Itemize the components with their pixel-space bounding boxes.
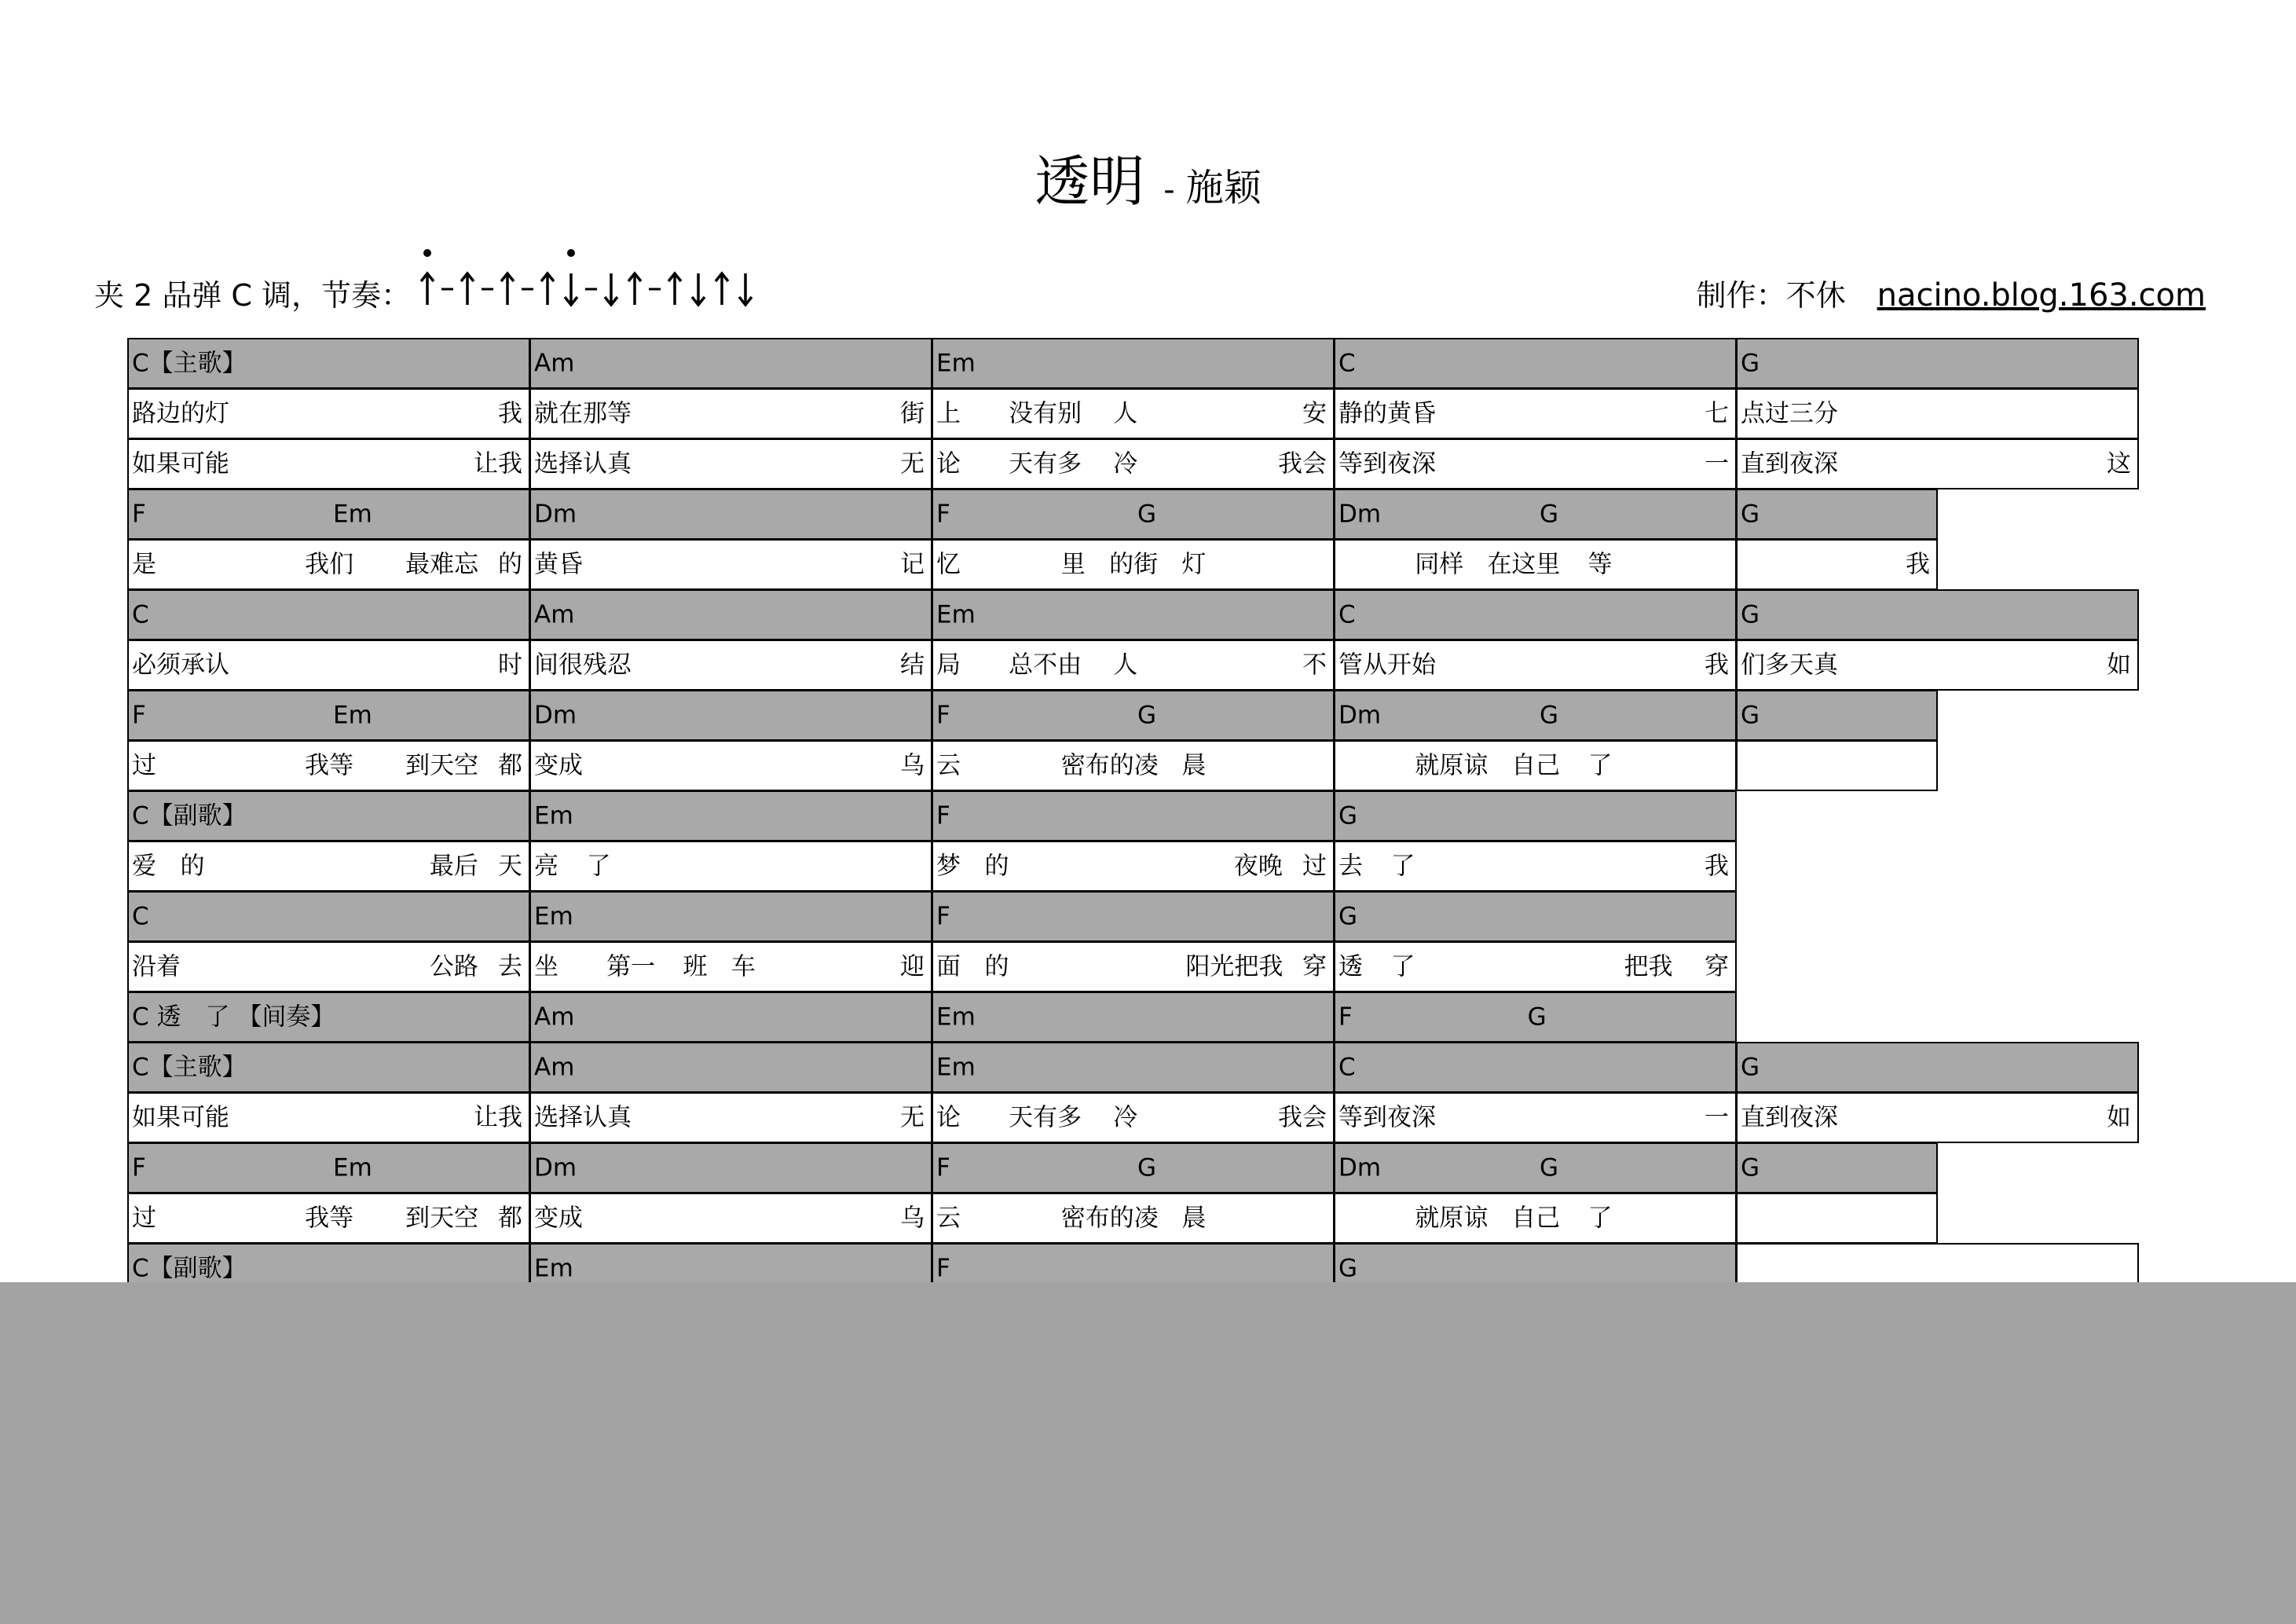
lyric-text: 选择认真 bbox=[534, 1103, 632, 1131]
chord-cell bbox=[127, 891, 530, 942]
lyric-cell bbox=[932, 1193, 1335, 1244]
chord-cell bbox=[127, 489, 530, 540]
lyric-text: 密布的凌 bbox=[1060, 751, 1159, 779]
chord-label: G bbox=[1741, 1053, 1760, 1081]
lyric-text: 让我 bbox=[474, 449, 522, 478]
lyric-cell bbox=[1334, 539, 1737, 590]
lyric-cell bbox=[1334, 740, 1737, 791]
chord-label: Dm bbox=[534, 1153, 577, 1182]
lyric-text: 冷 bbox=[1113, 449, 1138, 478]
chord-cell bbox=[1736, 1142, 1938, 1193]
chord-cell bbox=[529, 338, 932, 389]
lyric-text: 去 bbox=[498, 952, 522, 981]
chord-cell bbox=[127, 338, 530, 389]
lyric-cell bbox=[127, 640, 530, 691]
lyric-text: 选择认真 bbox=[534, 449, 632, 478]
lyric-text: 了 bbox=[586, 852, 611, 880]
lyric-text: 的 bbox=[984, 952, 1009, 981]
lyric-text: 就原谅 bbox=[1415, 1204, 1489, 1232]
chord-label: C【副歌】 bbox=[132, 801, 247, 830]
lyric-text: 了 bbox=[1587, 751, 1613, 779]
chord-label: C bbox=[1338, 1053, 1356, 1081]
chord-cell bbox=[1736, 690, 1938, 741]
chord-cell bbox=[932, 690, 1335, 741]
chord-label: Dm bbox=[534, 701, 577, 729]
chord-cell bbox=[932, 338, 1335, 389]
lyric-text: 我会 bbox=[1278, 1103, 1327, 1131]
lyric-cell bbox=[127, 438, 530, 489]
lyric-cell bbox=[529, 1092, 932, 1143]
lyric-cell bbox=[1736, 640, 2139, 691]
chord-label: C bbox=[132, 902, 149, 930]
lyric-text: 的 bbox=[498, 550, 522, 578]
strum-up-arrow-icon bbox=[541, 273, 554, 305]
lyric-text: 密布的凌 bbox=[1060, 1204, 1159, 1232]
lyric-cell bbox=[529, 1193, 932, 1244]
chord-label: Em bbox=[936, 600, 976, 629]
lyric-cell bbox=[932, 640, 1335, 691]
lyric-text: 梦 bbox=[936, 852, 961, 880]
chord-label: C 透 了 【间奏】 bbox=[132, 1003, 335, 1031]
chord-label: G bbox=[1540, 1153, 1559, 1182]
lyric-text: 点过三分 bbox=[1741, 399, 1838, 427]
chord-cell bbox=[529, 891, 932, 942]
chord-cell bbox=[529, 690, 932, 741]
chord-label: F bbox=[936, 801, 950, 830]
lyric-text: 最难忘 bbox=[405, 550, 479, 578]
lyric-cell bbox=[529, 941, 932, 992]
lyric-cell bbox=[1736, 438, 2139, 489]
chord-label: G bbox=[1137, 500, 1157, 528]
chord-label: G bbox=[1540, 500, 1559, 528]
lyric-cell bbox=[1736, 740, 1938, 791]
lyric-text: 迎 bbox=[900, 952, 925, 981]
chord-label: C bbox=[132, 600, 149, 629]
chord-label: Em bbox=[534, 801, 573, 830]
chord-label: G bbox=[1338, 801, 1358, 830]
lyric-text: 了 bbox=[1390, 952, 1415, 981]
lyric-text: 我等 bbox=[305, 751, 354, 779]
lyric-cell bbox=[1334, 640, 1737, 691]
chord-cell bbox=[127, 589, 530, 640]
author-credit: 制作：不休 bbox=[1696, 278, 1846, 313]
lyric-text: 如 bbox=[2107, 1103, 2131, 1131]
song-title: 透明 bbox=[1034, 149, 1145, 214]
lyric-text: 第一 bbox=[606, 952, 656, 981]
chord-label: G bbox=[1741, 1153, 1760, 1182]
lyric-text: 无 bbox=[900, 1103, 925, 1131]
lyric-text: 天有多 bbox=[1009, 1103, 1082, 1131]
lyric-text: 如果可能 bbox=[132, 449, 229, 478]
lyric-text: 总不由 bbox=[1009, 651, 1082, 679]
lyric-cell bbox=[127, 841, 530, 892]
lyric-text: 冷 bbox=[1113, 1103, 1138, 1131]
lyric-cell bbox=[932, 1092, 1335, 1143]
lyric-text: 都 bbox=[498, 751, 522, 779]
lyric-text: 了 bbox=[1587, 1204, 1613, 1232]
lyric-cell bbox=[127, 388, 530, 439]
lyric-text: 街 bbox=[900, 399, 925, 427]
lyric-cell bbox=[1334, 438, 1737, 489]
strum-down-arrow-icon bbox=[739, 273, 752, 305]
lyric-cell bbox=[529, 438, 932, 489]
lyric-cell bbox=[529, 640, 932, 691]
chord-label: C【主歌】 bbox=[132, 1053, 247, 1081]
chord-cell bbox=[1334, 338, 1737, 389]
chord-cell bbox=[1334, 1142, 1737, 1193]
strum-up-arrow-icon bbox=[716, 273, 728, 305]
strum-down-arrow-icon bbox=[565, 249, 577, 305]
lyric-text: 透 bbox=[1338, 952, 1363, 981]
lyric-text: 变成 bbox=[534, 751, 583, 779]
chord-cell bbox=[932, 489, 1335, 540]
blog-link[interactable]: nacino.blog.163.com bbox=[1877, 277, 2206, 313]
lyric-text: 晨 bbox=[1181, 1204, 1207, 1232]
lyric-text: 自己 bbox=[1511, 751, 1561, 779]
chord-label: Em bbox=[534, 1254, 573, 1282]
chord-cell bbox=[127, 1042, 530, 1093]
chord-label: G bbox=[1137, 1153, 1157, 1182]
lyric-text: 公路 bbox=[429, 952, 478, 981]
chord-cell bbox=[529, 489, 932, 540]
chord-cell bbox=[1736, 489, 1938, 540]
chord-label: F bbox=[936, 1153, 950, 1182]
lyric-text: 时 bbox=[498, 651, 522, 679]
lyric-text: 里 bbox=[1060, 550, 1086, 578]
chord-cell bbox=[1334, 891, 1737, 942]
lyric-cell bbox=[932, 539, 1335, 590]
lyric-text: 班 bbox=[683, 952, 708, 981]
song-heading bbox=[0, 137, 2296, 217]
chord-label: Em bbox=[936, 1003, 976, 1031]
lyric-text: 阳光把我 bbox=[1185, 952, 1283, 981]
lyric-text: 必须承认 bbox=[132, 651, 229, 679]
lyric-text: 去 bbox=[1338, 852, 1363, 880]
chord-label: G bbox=[1338, 1254, 1358, 1282]
lyric-text: 最后 bbox=[429, 852, 478, 880]
lyric-text: 云 bbox=[936, 751, 961, 779]
lyric-text: 不 bbox=[1302, 651, 1327, 679]
lyric-text: 如果可能 bbox=[132, 1103, 229, 1131]
song-artist: 施颖 bbox=[1185, 166, 1262, 210]
lyric-cell bbox=[1736, 388, 2139, 439]
chord-label: F bbox=[1338, 1003, 1353, 1031]
chord-label: Am bbox=[534, 600, 575, 629]
lyric-text: 上 bbox=[936, 399, 961, 427]
lyric-cell bbox=[932, 438, 1335, 489]
chord-label: F bbox=[936, 500, 950, 528]
lyric-cell bbox=[1736, 1092, 2139, 1143]
lyric-text: 七 bbox=[1705, 399, 1729, 427]
chord-cell bbox=[529, 1142, 932, 1193]
lyric-cell bbox=[932, 841, 1335, 892]
lyric-text: 路边的灯 bbox=[132, 399, 229, 427]
lyric-text: 我 bbox=[1906, 550, 1930, 578]
lyric-text: 穿 bbox=[1705, 952, 1729, 981]
lyric-cell bbox=[127, 740, 530, 791]
chord-label: F bbox=[132, 701, 146, 729]
lyric-text: 这 bbox=[2107, 449, 2131, 478]
chord-cell bbox=[1334, 992, 1737, 1043]
lyric-text: 让我 bbox=[474, 1103, 522, 1131]
chord-cell bbox=[529, 790, 932, 841]
chord-cell bbox=[529, 589, 932, 640]
strum-up-arrow-icon bbox=[628, 273, 641, 305]
chord-label: C bbox=[1338, 600, 1356, 629]
lyric-text: 论 bbox=[936, 449, 961, 478]
lyric-text: 灯 bbox=[1181, 550, 1207, 578]
lyric-cell bbox=[127, 1193, 530, 1244]
lyric-text: 过 bbox=[1302, 852, 1327, 880]
lyric-cell bbox=[529, 388, 932, 439]
lyric-text: 的街 bbox=[1109, 550, 1159, 578]
lyric-text: 人 bbox=[1113, 399, 1138, 427]
lyric-text: 变成 bbox=[534, 1204, 583, 1232]
chord-cell bbox=[1736, 589, 2139, 640]
lyric-text: 一 bbox=[1705, 449, 1729, 478]
capo-key-info: 夹 2 品弹 C 调，节奏： bbox=[94, 278, 412, 313]
title-separator: - bbox=[1163, 172, 1175, 208]
chord-cell bbox=[1334, 589, 1737, 640]
lyric-text: 面 bbox=[936, 952, 961, 981]
lyric-text: 自己 bbox=[1511, 1204, 1561, 1232]
chord-label: C bbox=[1338, 349, 1356, 377]
lyric-text: 黄昏 bbox=[534, 550, 583, 578]
credits bbox=[1697, 271, 2206, 314]
chord-cell bbox=[127, 992, 530, 1043]
chord-label: F bbox=[936, 701, 950, 729]
lyric-text: 我 bbox=[498, 399, 522, 427]
lyric-text: 等 bbox=[1587, 550, 1613, 578]
chord-cell bbox=[1334, 489, 1737, 540]
lyric-text: 都 bbox=[498, 1204, 522, 1232]
chord-cell bbox=[932, 1142, 1335, 1193]
strum-up-arrow-icon bbox=[461, 273, 474, 305]
lyric-cell bbox=[127, 941, 530, 992]
chord-label: Em bbox=[333, 500, 372, 528]
lyric-cell bbox=[1736, 539, 1938, 590]
chord-cell bbox=[127, 1142, 530, 1193]
lyric-cell bbox=[1334, 941, 1737, 992]
chord-label: G bbox=[1527, 1003, 1547, 1031]
strum-up-arrow-icon bbox=[501, 273, 514, 305]
lyric-text: 管从开始 bbox=[1338, 651, 1436, 679]
lyric-text: 无 bbox=[900, 449, 925, 478]
chord-label: G bbox=[1338, 902, 1358, 930]
chord-cell bbox=[529, 992, 932, 1043]
lyric-text: 过 bbox=[132, 751, 156, 779]
chord-cell bbox=[932, 1042, 1335, 1093]
chord-cell bbox=[1334, 1042, 1737, 1093]
lyric-text: 到天空 bbox=[405, 1204, 479, 1232]
chord-cell bbox=[1736, 338, 2139, 389]
lyric-text: 了 bbox=[1390, 852, 1415, 880]
lyric-text: 论 bbox=[936, 1103, 961, 1131]
chord-label: G bbox=[1137, 701, 1157, 729]
chord-label: C【主歌】 bbox=[132, 349, 247, 377]
lyric-text: 直到夜深 bbox=[1741, 449, 1838, 478]
strum-up-arrow-icon bbox=[668, 273, 681, 305]
lyric-cell bbox=[1334, 1092, 1737, 1143]
chord-label: Dm bbox=[1338, 500, 1382, 528]
strum-pattern bbox=[412, 236, 758, 322]
lyric-text: 乌 bbox=[900, 751, 925, 779]
lyric-text: 结 bbox=[900, 651, 925, 679]
strum-down-arrow-icon bbox=[692, 273, 705, 305]
lyric-text: 穿 bbox=[1302, 952, 1327, 981]
chord-label: F bbox=[936, 902, 950, 930]
lyric-text: 亮 bbox=[534, 852, 558, 880]
chord-cell bbox=[932, 790, 1335, 841]
lyric-text: 我会 bbox=[1278, 449, 1327, 478]
chord-label: G bbox=[1741, 701, 1760, 729]
lyric-text: 沿着 bbox=[132, 952, 181, 981]
chord-label: Dm bbox=[1338, 1153, 1382, 1182]
chord-cell bbox=[529, 1042, 932, 1093]
chord-cell bbox=[932, 992, 1335, 1043]
chord-label: Am bbox=[534, 1003, 575, 1031]
lyric-text: 没有别 bbox=[1009, 399, 1082, 427]
lyric-text: 坐 bbox=[534, 952, 558, 981]
lyric-text: 我等 bbox=[305, 1204, 354, 1232]
lyric-text: 就原谅 bbox=[1415, 751, 1489, 779]
lyric-text: 等到夜深 bbox=[1338, 1103, 1436, 1131]
chord-label: Am bbox=[534, 1053, 575, 1081]
lyric-text: 们多天真 bbox=[1741, 651, 1838, 679]
chord-label: F bbox=[132, 1153, 146, 1182]
lyric-cell bbox=[932, 941, 1335, 992]
chord-label: Em bbox=[936, 349, 976, 377]
strum-pattern-graphic bbox=[412, 236, 758, 322]
chord-label: C【副歌】 bbox=[132, 1254, 247, 1282]
chord-label: Em bbox=[936, 1053, 976, 1081]
lyric-cell bbox=[932, 740, 1335, 791]
chord-label: F bbox=[936, 1254, 950, 1282]
lyric-text: 人 bbox=[1113, 651, 1138, 679]
lyric-text: 一 bbox=[1705, 1103, 1729, 1131]
chord-label: Em bbox=[333, 1153, 372, 1182]
chord-cell bbox=[1736, 1042, 2139, 1093]
chord-label: G bbox=[1741, 500, 1760, 528]
lyric-text: 是 bbox=[132, 550, 156, 578]
chord-cell bbox=[1334, 790, 1737, 841]
strum-up-arrow-icon bbox=[421, 249, 434, 305]
chord-label: Am bbox=[534, 349, 575, 377]
lyric-text: 静的黄昏 bbox=[1338, 399, 1436, 427]
chord-label: G bbox=[1741, 349, 1760, 377]
lyric-text: 如 bbox=[2107, 651, 2131, 679]
lyric-cell bbox=[932, 388, 1335, 439]
lyric-text: 云 bbox=[936, 1204, 961, 1232]
strum-down-arrow-icon bbox=[605, 273, 617, 305]
lyric-cell bbox=[1334, 388, 1737, 439]
chord-cell bbox=[127, 690, 530, 741]
lyric-cell bbox=[1736, 1193, 1938, 1244]
lyric-text: 局 bbox=[936, 651, 961, 679]
lyric-text: 就在那等 bbox=[534, 399, 632, 427]
chord-label: Em bbox=[333, 701, 372, 729]
chord-cell bbox=[932, 891, 1335, 942]
lyric-text: 在这里 bbox=[1487, 550, 1561, 578]
lyric-text: 爱 bbox=[132, 852, 156, 880]
chord-label: G bbox=[1540, 701, 1559, 729]
lyric-cell bbox=[127, 539, 530, 590]
lyric-text: 到天空 bbox=[405, 751, 479, 779]
lyric-cell bbox=[1334, 1193, 1737, 1244]
lyric-cell bbox=[1334, 841, 1737, 892]
chord-label: F bbox=[132, 500, 146, 528]
chord-label: Dm bbox=[534, 500, 577, 528]
lyric-text: 忆 bbox=[936, 550, 961, 578]
lyric-text: 我 bbox=[1705, 852, 1729, 880]
lyric-text: 直到夜深 bbox=[1741, 1103, 1838, 1131]
lyric-text: 晨 bbox=[1181, 751, 1207, 779]
lyric-text: 安 bbox=[1302, 399, 1327, 427]
lyric-text: 车 bbox=[731, 952, 756, 981]
lyric-cell bbox=[529, 740, 932, 791]
chord-label: Dm bbox=[1338, 701, 1382, 729]
chord-cell bbox=[1334, 690, 1737, 741]
lyric-text: 等到夜深 bbox=[1338, 449, 1436, 478]
lyric-text: 天 bbox=[498, 852, 522, 880]
gray-overlay bbox=[0, 1282, 2296, 1624]
lyric-text: 天有多 bbox=[1009, 449, 1082, 478]
lyric-text: 夜晚 bbox=[1233, 852, 1283, 880]
lyric-text: 的 bbox=[984, 852, 1009, 880]
chord-label: G bbox=[1741, 600, 1760, 629]
lyric-cell bbox=[529, 539, 932, 590]
chord-cell bbox=[932, 589, 1335, 640]
lyric-text: 间很残忍 bbox=[534, 651, 632, 679]
lyric-text: 的 bbox=[180, 852, 205, 880]
lyric-text: 我们 bbox=[305, 550, 354, 578]
chord-cell bbox=[127, 790, 530, 841]
lyric-text: 把我 bbox=[1624, 952, 1673, 981]
chord-label: Em bbox=[534, 902, 573, 930]
lyric-text: 过 bbox=[132, 1204, 156, 1232]
lyric-text: 乌 bbox=[900, 1204, 925, 1232]
lyric-text: 我 bbox=[1705, 651, 1729, 679]
lyric-cell bbox=[127, 1092, 530, 1143]
lyric-cell bbox=[529, 841, 932, 892]
lyric-text: 同样 bbox=[1415, 550, 1464, 578]
lyric-text: 记 bbox=[900, 550, 925, 578]
